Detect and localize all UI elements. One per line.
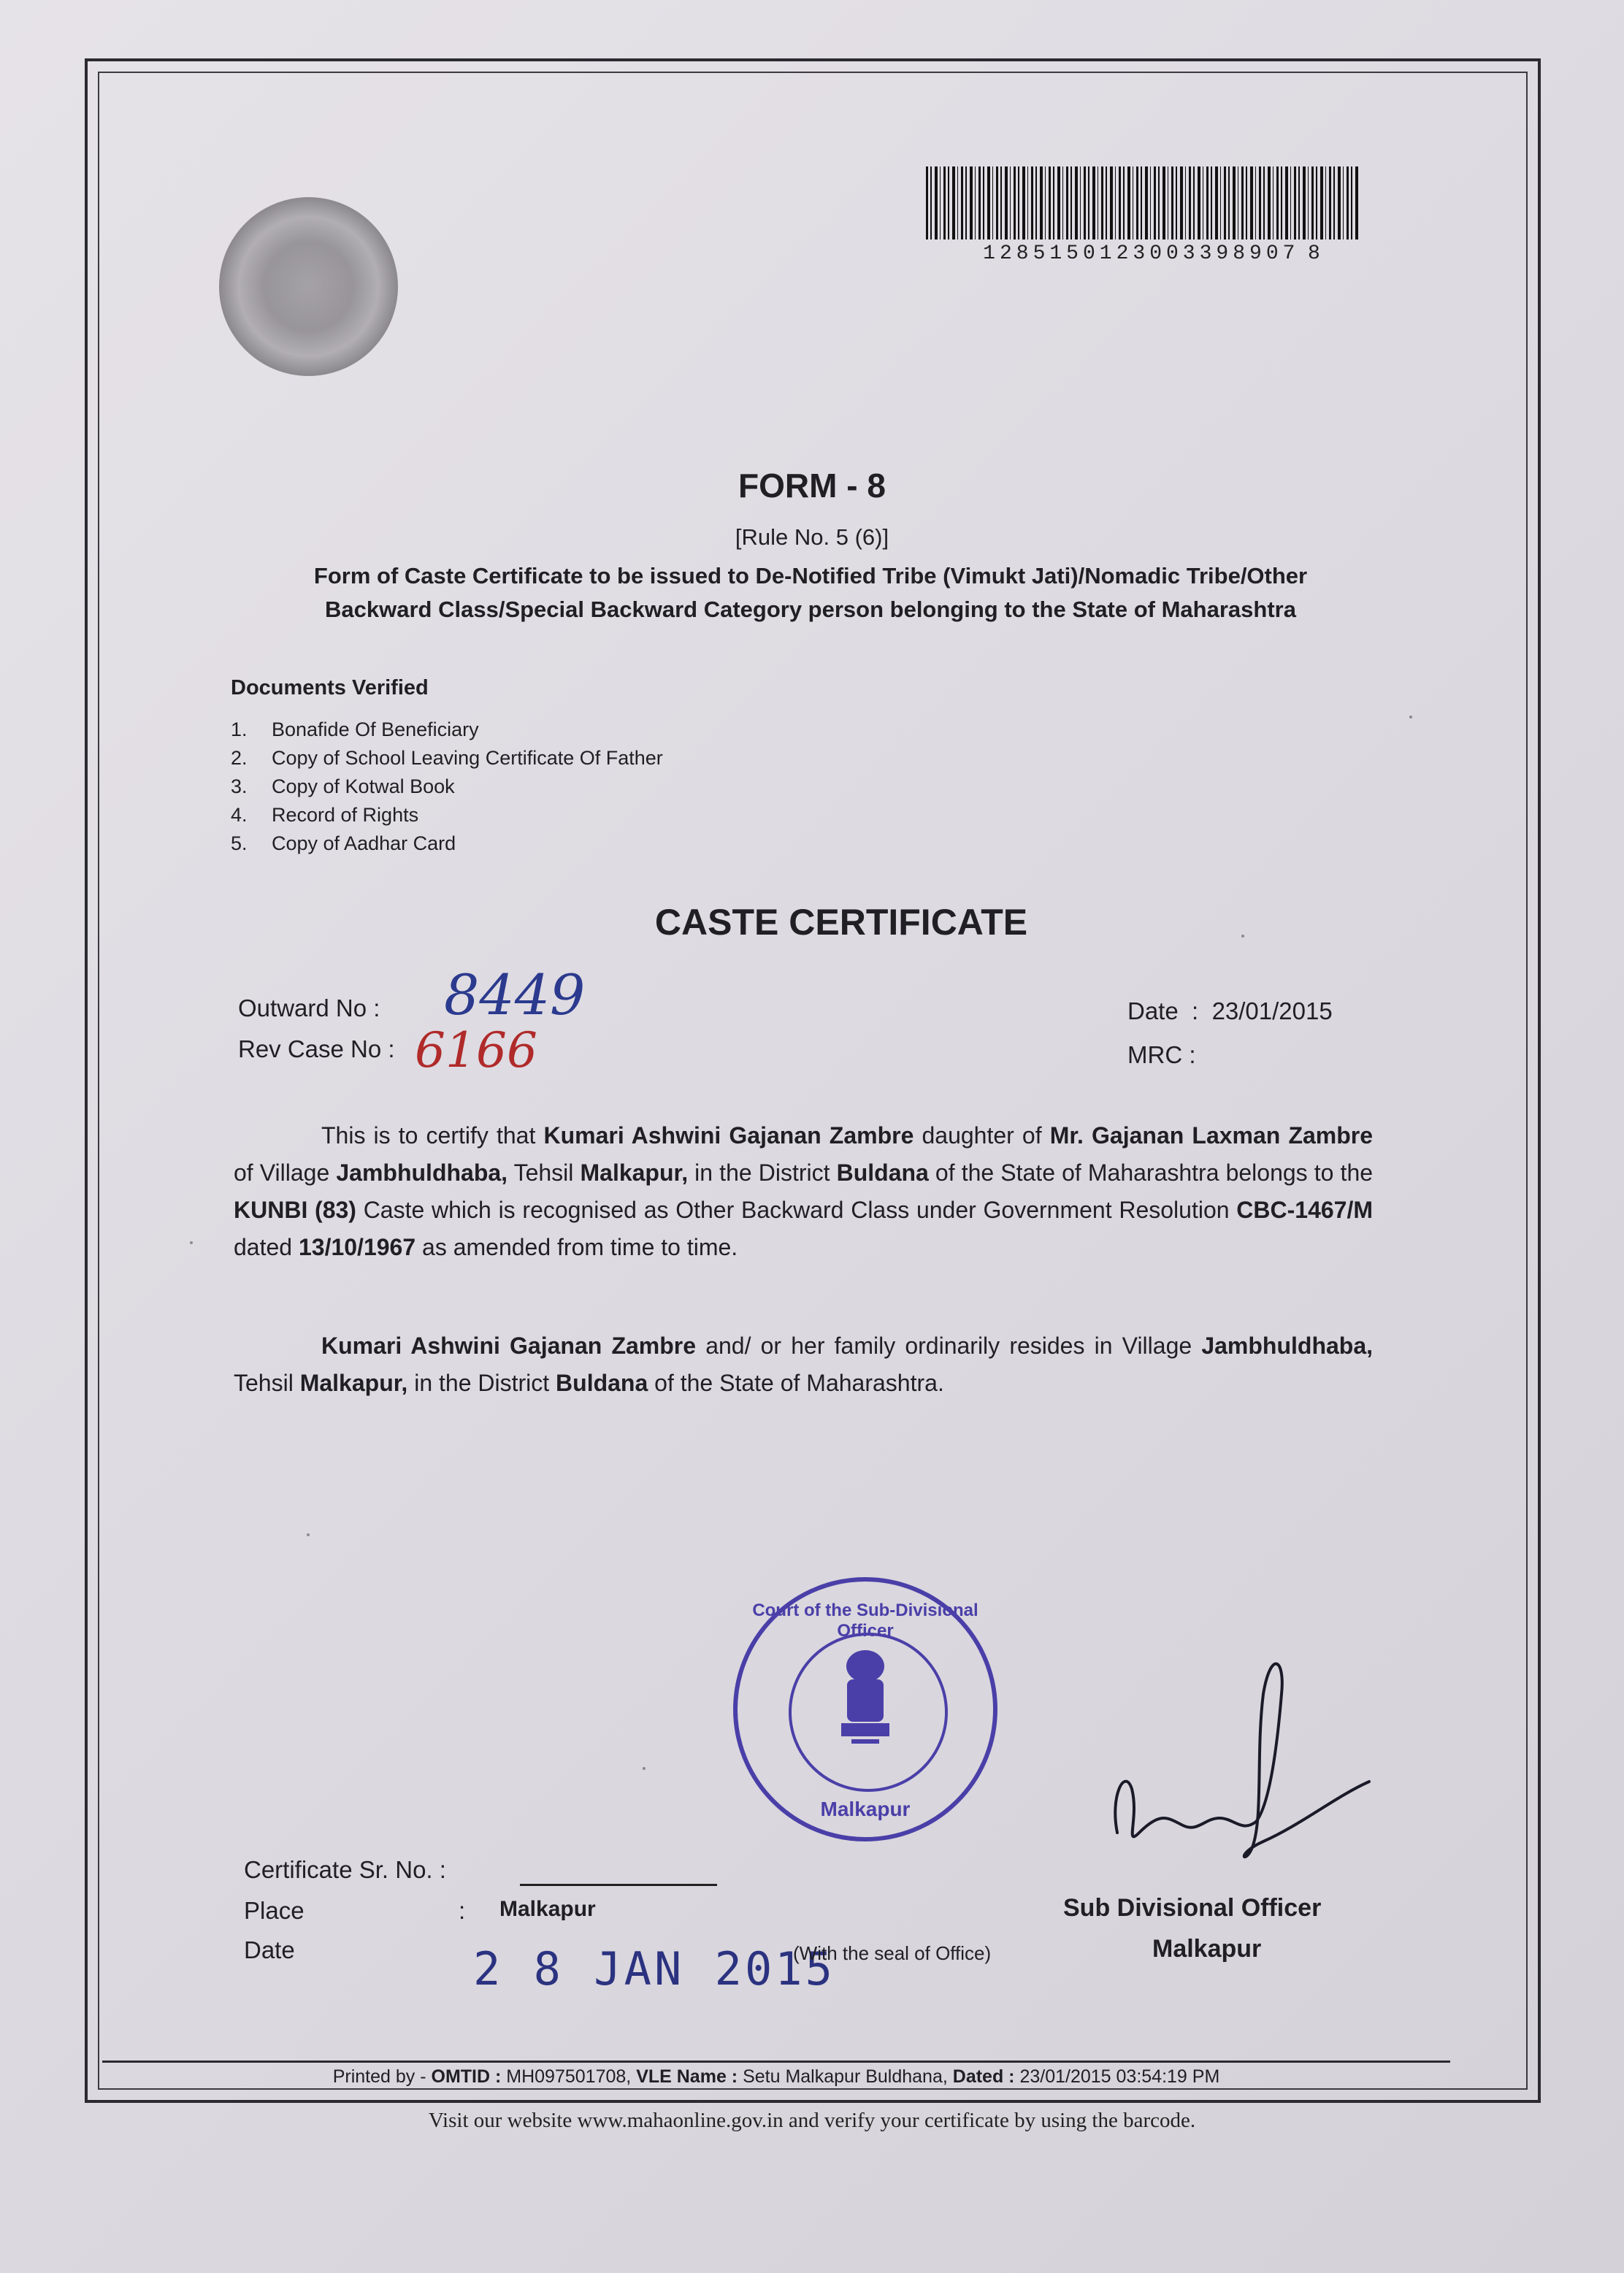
paper-speck xyxy=(1241,935,1244,938)
officer-signature xyxy=(1095,1650,1373,1869)
paper-speck xyxy=(643,1767,646,1770)
place-value: Malkapur xyxy=(499,1897,596,1921)
issue-date: Date : 23/01/2015 xyxy=(1127,997,1333,1024)
list-item: 5. Copy of Aadhar Card xyxy=(231,832,456,854)
mrc-label: MRC : xyxy=(1127,1041,1196,1068)
outward-number-handwritten: 8449 xyxy=(444,962,586,1027)
paper-speck xyxy=(190,1241,193,1244)
state-emblem-seal xyxy=(219,197,398,376)
barcode xyxy=(926,166,1360,239)
list-item: 2. Copy of School Leaving Certificate Of Father xyxy=(231,747,663,769)
form-subtitle-line1: Form of Caste Certificate to be issued to De-Notified Tribe (Vimukt Jati)/Nomadic Tribe/Other xyxy=(313,563,1308,589)
list-item: 4. Record of Rights xyxy=(231,804,419,826)
rev-case-number-handwritten: 6166 xyxy=(415,1022,537,1078)
list-item: 3. Copy of Kotwal Book xyxy=(231,775,455,797)
form-subtitle-line2: Backward Class/Special Backward Category person belonging to the State of Maharashtra xyxy=(325,597,1296,622)
residence-paragraph: Kumari Ashwini Gajanan Zambre and/ or her family ordinarily resides in Village Jambhuldhaba, Tehsil Malkapur, in the District Buldana of the State of Maharashtra. xyxy=(234,1333,1374,1396)
verify-website-note: Visit our website www.mahaonline.gov.in and verify your certificate by using the barcode. xyxy=(428,2109,1196,2132)
form-subtitle xyxy=(241,559,1380,626)
place-label: Place xyxy=(244,1897,304,1924)
officer-place: Malkapur xyxy=(1152,1935,1262,1963)
list-item: 1. Bonafide Of Beneficiary xyxy=(231,718,479,740)
outward-label: Outward No : xyxy=(238,994,380,1021)
certificate-title: CASTE CERTIFICATE xyxy=(654,902,1028,943)
date-stamp: 2 8 JAN 2015 xyxy=(473,1942,835,1996)
paper-speck xyxy=(307,1533,310,1536)
paper-speck xyxy=(1409,716,1412,718)
certificate-sr-label: Certificate Sr. No. : xyxy=(244,1856,446,1883)
officer-title: Sub Divisional Officer xyxy=(1063,1894,1322,1922)
place-colon: : xyxy=(459,1897,466,1924)
certification-paragraph: This is to certify that Kumari Ashwini Gajanan Zambre daughter of Mr. Gajanan Laxman Zambre of Village Jambhuldhaba, Tehsil Malkapur, in the District Buldana of the State of Maharashtra belongs to the KUNBI (83) Caste which is recognised as Other Backward Class under Government Resolution CBC-1467/M dated 13/10/1967 as amended from time to time. xyxy=(234,1122,1374,1260)
seal-top-text: Court of the Sub-Divisional Officer xyxy=(752,1601,978,1641)
rev-case-label: Rev Case No : xyxy=(238,1035,395,1062)
rule-number: [Rule No. 5 (6)] xyxy=(735,524,889,550)
documents-list xyxy=(231,716,663,858)
sub-divisional-officer-seal xyxy=(733,1577,997,1841)
barcode-number: 1285150123003398907 8 xyxy=(983,242,1325,265)
lion-capital-icon xyxy=(834,1644,897,1754)
certificate-sr-blank xyxy=(520,1884,717,1886)
printed-by-line: Printed by - OMTID : MH097501708, VLE Name : Setu Malkapur Buldhana, Dated : 23/01/2015 03:54:19 PM xyxy=(332,2066,1220,2087)
seal-note: (With the seal of Office) xyxy=(793,1942,992,1964)
documents-heading: Documents Verified xyxy=(231,676,429,699)
form-title: FORM - 8 xyxy=(738,467,886,505)
footer-divider xyxy=(102,2061,1450,2063)
seal-bottom-text: Malkapur xyxy=(820,1798,911,1820)
date-label: Date xyxy=(244,1936,295,1963)
